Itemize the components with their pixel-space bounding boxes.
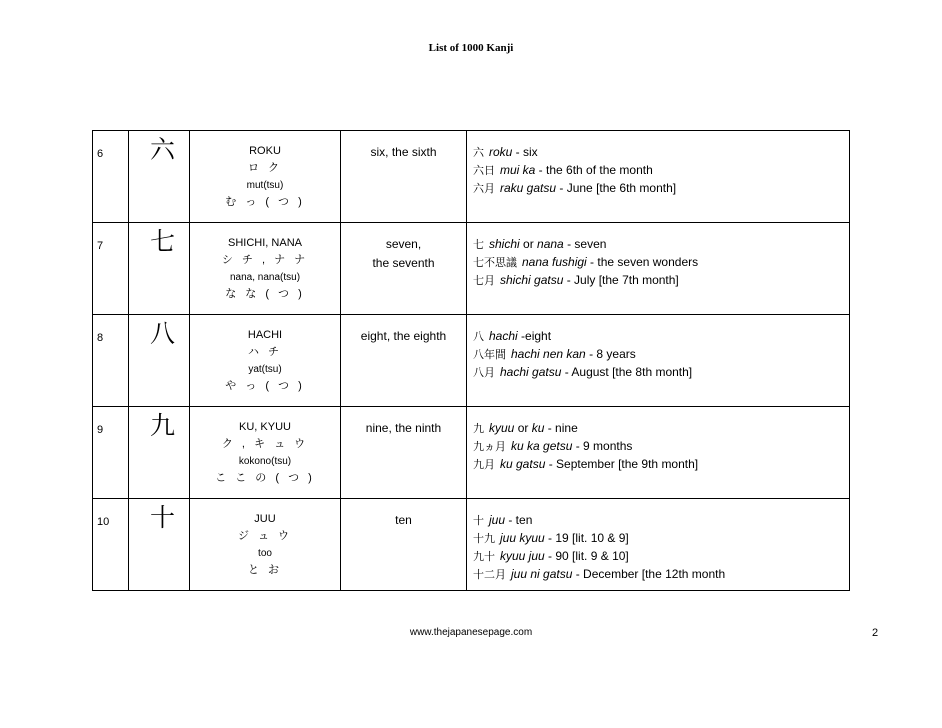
example-romaji: juu kyuu [500,531,545,545]
example-romaji: kyuu juu [500,549,545,563]
reading-romaji: mut(tsu) [246,180,284,191]
example-kanji: 八年間 [473,348,506,361]
example-romaji: mui ka [500,163,536,177]
kanji-cell [129,223,190,315]
example-line [473,327,849,345]
example-gloss: - ten [505,513,533,527]
table-row [93,315,850,407]
meaning-cell [341,223,467,315]
reading-kana: と お [247,564,283,576]
readings-cell [190,315,341,407]
example-kanji: 七 [473,238,484,251]
examples-cell [467,131,850,223]
example-romaji: juu [489,513,506,527]
reading-kana: ジ ュ ウ [237,530,293,542]
example-romaji: ku [531,421,545,435]
example-kanji: 九十 [473,550,495,563]
example-kanji: 六日 [473,164,495,177]
example-kanji: 八 [473,330,484,343]
example-romaji: raku gatsu [500,181,557,195]
readings-cell [190,223,341,315]
example-line [473,437,849,455]
kanji-character: 十 [150,503,176,532]
examples-cell [467,223,850,315]
footer-url[interactable]: www.thejapanesepage.com [409,627,533,638]
example-kanji: 九 [473,422,484,435]
reading-romaji: SHICHI, NANA [228,237,302,249]
example-kanji: 八月 [473,366,495,379]
reading-romaji: nana, nana(tsu) [229,272,301,283]
example-gloss: - 8 years [585,347,636,361]
page-title: List of 1000 Kanji [428,42,514,54]
example-line [473,253,849,271]
example-connector: or [514,421,532,435]
example-line [473,529,849,547]
kanji-number: 7 [93,223,129,315]
table-row [93,131,850,223]
page-number: 2 [872,627,879,639]
reading-kana: こ こ の ( つ ) [215,472,315,484]
kanji-cell [129,499,190,591]
example-line [473,179,849,197]
example-line [473,511,849,529]
reading-romaji: KU, KYUU [239,421,291,433]
example-line [473,419,849,437]
meaning-text: nine, the ninth [365,421,442,435]
example-gloss: - 9 months [572,439,633,453]
example-gloss: - 19 [lit. 10 & 9] [544,531,629,545]
example-line [473,161,849,179]
example-kanji: 六月 [473,182,495,195]
reading-kana: ク , キ ュ ウ [221,438,309,450]
kanji-table [92,130,850,591]
example-romaji: nana [537,237,564,251]
example-line [473,143,849,161]
example-gloss: - 90 [lit. 9 & 10] [544,549,629,563]
example-romaji: hachi gatsu [500,365,562,379]
example-kanji: 九ヵ月 [473,440,506,453]
example-gloss: - the 6th of the month [535,163,653,177]
kanji-number: 10 [93,499,129,591]
example-line [473,547,849,565]
meaning-cell [341,407,467,499]
example-romaji: ku gatsu [500,457,546,471]
meaning-cell [341,131,467,223]
readings-cell [190,131,341,223]
example-gloss: - six [512,145,538,159]
meaning-text: eight, the eighth [360,329,447,343]
example-gloss: - June [the 6th month] [556,181,677,195]
examples-cell [467,407,850,499]
example-line [473,271,849,289]
table-row [93,499,850,591]
reading-romaji: HACHI [247,329,283,341]
meaning-text: ten [395,513,412,527]
readings-cell [190,407,341,499]
example-romaji: juu ni gatsu [511,567,573,581]
kanji-character: 八 [150,319,176,348]
reading-kana: シ チ , ナ ナ [221,254,309,266]
example-romaji: shichi gatsu [500,273,564,287]
example-gloss: - September [the 9th month] [545,457,699,471]
example-kanji: 十 [473,514,484,527]
example-gloss: -eight [517,329,552,343]
table-row [93,223,850,315]
kanji-cell [129,131,190,223]
examples-cell [467,499,850,591]
kanji-character: 六 [150,135,176,164]
example-romaji: hachi [489,329,518,343]
kanji-number: 8 [93,315,129,407]
reading-romaji: yat(tsu) [248,364,282,375]
example-gloss: - December [the 12th month [572,567,726,581]
example-romaji: kyuu [489,421,515,435]
example-kanji: 九月 [473,458,495,471]
example-kanji: 七不思議 [473,256,517,269]
kanji-character: 九 [150,411,176,440]
table-row [93,407,850,499]
meaning-text: six, the sixth [370,145,437,159]
example-romaji: shichi [489,237,520,251]
kanji-number: 6 [93,131,129,223]
example-line [473,455,849,473]
reading-kana: む っ ( つ ) [225,196,305,208]
kanji-number: 9 [93,407,129,499]
reading-kana: ハ チ [247,346,283,358]
reading-kana: ロ ク [247,162,283,174]
reading-kana: な な ( つ ) [225,288,305,300]
example-line [473,363,849,381]
readings-cell [190,499,341,591]
kanji-character: 七 [150,227,176,256]
meaning-cell [341,315,467,407]
example-gloss: - July [the 7th month] [563,273,679,287]
example-line [473,345,849,363]
example-connector: or [519,237,538,251]
example-gloss: - nine [544,421,578,435]
example-kanji: 七月 [473,274,495,287]
meaning-text: the seventh [372,256,435,270]
meaning-cell [341,499,467,591]
meaning-text: seven, [385,237,422,251]
reading-kana: や っ ( つ ) [225,380,305,392]
example-line [473,565,849,583]
kanji-cell [129,407,190,499]
example-romaji: ku ka getsu [511,439,573,453]
examples-cell [467,315,850,407]
example-gloss: - the seven wonders [586,255,699,269]
example-line [473,235,849,253]
reading-romaji: kokono(tsu) [238,456,292,467]
example-romaji: nana fushigi [522,255,587,269]
reading-romaji: ROKU [249,145,281,157]
kanji-cell [129,315,190,407]
reading-romaji: too [258,548,272,559]
example-gloss: - August [the 8th month] [561,365,693,379]
example-romaji: roku [489,145,513,159]
example-gloss: - seven [563,237,607,251]
reading-romaji: JUU [254,513,276,525]
example-kanji: 十二月 [473,568,506,581]
example-kanji: 六 [473,146,484,159]
example-kanji: 十九 [473,532,495,545]
example-romaji: hachi nen kan [511,347,586,361]
